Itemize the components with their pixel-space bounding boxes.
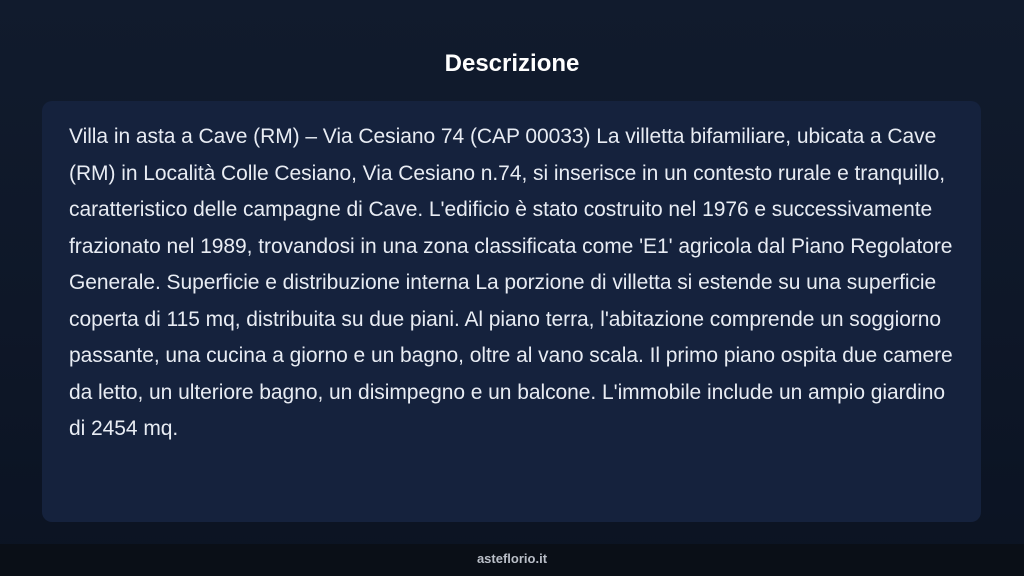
footer-bar (0, 544, 1024, 576)
footer-site-label: asteflorio.it (476, 551, 548, 566)
description-text: Villa in asta a Cave (RM) – Via Cesiano 74 (CAP 00033) La villetta bifamiliare, ubicata a Cave (RM) in Località Colle Cesiano, Via Cesiano n.74, si inserisce in un contesto rurale e tranquillo, caratteristico delle campagne di Cave. L'edificio è stato costruito nel 1976 e successivamente frazionato nel 1989, trovandosi in una zona classificata come 'E1' agricola dal Piano Regolatore Generale. Superficie e distribuzione interna La porzione di villetta si estende su una superficie coperta di 115 mq, distribuita su due piani. Al piano terra, l'abitazione comprende un soggiorno passante, una cucina a giorno e un bagno, oltre al vano scala. Il primo piano ospita due camere da letto, un ulteriore bagno, un disimpegno e un balcone. L'immobile include un ampio giardino di 2454 mq. (69, 125, 953, 440)
description-card (42, 101, 981, 522)
page-title: Descrizione (444, 50, 580, 77)
